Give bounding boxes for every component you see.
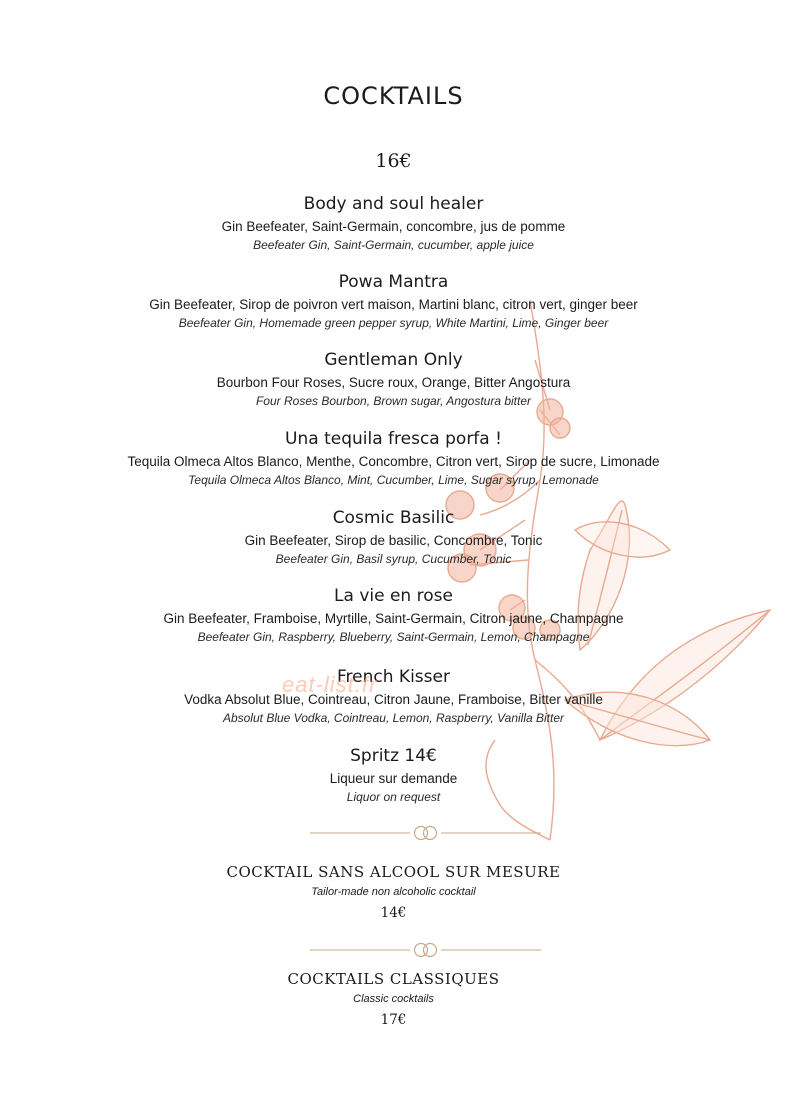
- interlocking-rings-icon: [310, 825, 541, 841]
- cocktail-ingredients-fr: Gin Beefeater, Sirop de basilic, Concombre, Tonic: [244, 533, 543, 548]
- section-subtitle: Tailor-made non alcoholic cocktail: [311, 886, 476, 898]
- section-title: COCKTAIL SANS ALCOOL SUR MESURE: [226, 863, 561, 881]
- cocktail-ingredients-en: Beefeater Gin, Saint-Germain, cucumber, apple juice: [253, 238, 534, 252]
- cocktail-name: La vie en rose: [334, 586, 453, 606]
- cocktail-ingredients-en: Absolut Blue Vodka, Cointreau, Lemon, Raspberry, Vanilla Bitter: [222, 711, 565, 725]
- cocktail-item: [0, 271, 787, 332]
- cocktail-ingredients-en: Tequila Olmeca Altos Blanco, Mint, Cucumber, Lime, Sugar syrup, Lemonade: [188, 473, 599, 487]
- cocktail-ingredients-fr: Gin Beefeater, Saint-Germain, concombre, jus de pomme: [221, 219, 566, 234]
- cocktail-name: Una tequila fresca porfa !: [285, 429, 502, 449]
- section-price: 17€: [380, 1012, 407, 1028]
- cocktail-ingredients-fr: Gin Beefeater, Sirop de poivron vert maison, Martini blanc, citron vert, ginger beer: [149, 297, 638, 312]
- cocktail-name: Body and soul healer: [303, 194, 484, 214]
- watermark: eat-list.fr: [282, 672, 378, 697]
- cocktail-ingredients-fr: Tequila Olmeca Altos Blanco, Menthe, Concombre, Citron vert, Sirop de sucre, Limonade: [127, 454, 660, 469]
- cocktail-ingredients-en: Beefeater Gin, Basil syrup, Cucumber, Tonic: [275, 552, 512, 566]
- cocktail-ingredients-en: Liquor on request: [346, 790, 441, 804]
- page-title: COCKTAILS: [323, 82, 464, 110]
- cocktail-item: [0, 349, 787, 410]
- section-price: 14€: [380, 905, 407, 921]
- cocktail-item: [0, 193, 787, 254]
- cocktail-ingredients-fr: Liqueur sur demande: [329, 771, 458, 786]
- cocktail-name: French Kisser: [337, 667, 450, 687]
- cocktail-ingredients-en: Beefeater Gin, Homemade green pepper syrup, White Martini, Lime, Ginger beer: [178, 316, 609, 330]
- cocktail-name: Cosmic Basilic: [332, 508, 455, 528]
- cocktail-ingredients-en: Four Roses Bourbon, Brown sugar, Angostura bitter: [255, 394, 532, 408]
- cocktail-name: Spritz 14€: [350, 746, 437, 766]
- cocktail-ingredients-fr: Gin Beefeater, Framboise, Myrtille, Saint-Germain, Citron jaune, Champagne: [163, 611, 624, 626]
- cocktail-item: [0, 428, 787, 489]
- cocktail-item: [0, 745, 787, 806]
- cocktail-ingredients-en: Beefeater Gin, Raspberry, Blueberry, Saint-Germain, Lemon, Champagne: [197, 630, 590, 644]
- cocktail-ingredients-fr: Bourbon Four Roses, Sucre roux, Orange, Bitter Angostura: [216, 375, 571, 390]
- cocktail-ingredients-fr: Vodka Absolut Blue, Cointreau, Citron Jaune, Framboise, Bitter vanille: [184, 692, 603, 707]
- section-subtitle: Classic cocktails: [353, 993, 434, 1005]
- cocktail-item: [0, 585, 787, 646]
- cocktail-name: Powa Mantra: [338, 272, 449, 292]
- interlocking-rings-icon: [310, 942, 541, 958]
- cocktail-name: Gentleman Only: [324, 350, 463, 370]
- cocktails-price: 16€: [375, 150, 412, 172]
- cocktail-item: [0, 507, 787, 568]
- section-title: COCKTAILS CLASSIQUES: [287, 970, 500, 988]
- cocktail-item: [0, 666, 787, 727]
